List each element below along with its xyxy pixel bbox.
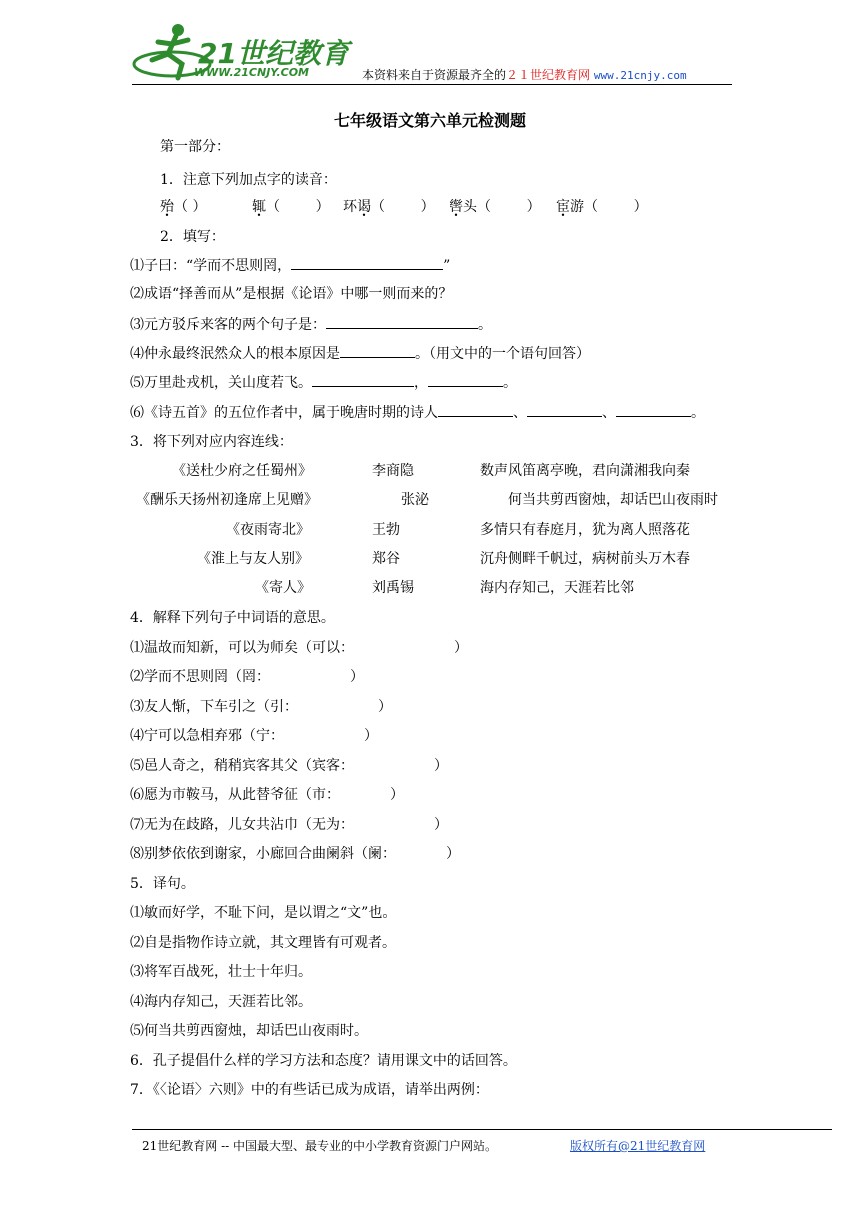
q5-item: ⑶将军百战死，壮士十年归。 — [130, 964, 312, 980]
q1-item: 殆（ ） — [160, 199, 207, 215]
q3-heading: 3．将下列对应内容连线： — [130, 434, 293, 450]
q4-item: ⑺无为在歧路，儿女共沾巾（无为： ） — [130, 817, 448, 833]
answer-blank[interactable] — [340, 343, 415, 358]
q5-item: ⑷海内存知己，天涯若比邻。 — [130, 994, 312, 1010]
poem-author: 郑谷 — [372, 551, 400, 567]
q5-item: ⑴敏而好学，不耻下问，是以谓之“文”也。 — [130, 905, 397, 921]
answer-blank[interactable] — [438, 402, 513, 417]
q4-item: ⑶友人惭，下车引之（引： ） — [130, 699, 392, 715]
footer-divider — [132, 1129, 832, 1130]
q1-item: 辔头（ ） — [449, 199, 541, 215]
answer-blank[interactable] — [312, 372, 414, 387]
site-logo — [132, 20, 349, 86]
header-divider — [132, 84, 732, 85]
q6-text: 6．孔子提倡什么样的学习方法和态度？请用课文中的话回答。 — [130, 1053, 517, 1069]
q1-heading: 1．注意下列加点字的读音： — [160, 172, 337, 188]
poem-title: 《酬乐天扬州初逢席上见赠》 — [136, 492, 318, 508]
poem-title: 《送杜少府之任蜀州》 — [172, 463, 312, 479]
q1-item: 宦游（ ） — [556, 199, 648, 215]
q4-item: ⑷宁可以急相弃邪（宁： ） — [130, 728, 378, 744]
answer-blank[interactable] — [291, 255, 443, 270]
q2-line-5: ⑸万里赴戎机，关山度若飞。 ， 。 — [130, 372, 517, 393]
q4-item: ⑸邑人奇之，稍稍宾客其父（宾客： ） — [130, 758, 448, 774]
poem-line: 沉舟侧畔千帆过，病树前头万木春 — [480, 551, 690, 567]
poem-line: 海内存知己，天涯若比邻 — [480, 580, 634, 596]
source-prefix: 本资料来自于资源最齐全的 — [362, 68, 507, 82]
poem-line: 何当共剪西窗烛，却话巴山夜雨时 — [508, 492, 718, 508]
source-url[interactable]: www.21cnjy.com — [593, 69, 687, 82]
q2-line-4: ⑷仲永最终泯然众人的根本原因是 。（用文中的一个语句回答） — [130, 343, 590, 364]
poem-author: 刘禹锡 — [372, 580, 414, 596]
copyright-link[interactable]: 版权所有@21世纪教育网 — [570, 1139, 706, 1153]
q2-line-1: ⑴子曰：“学而不思则罔， ” — [130, 255, 450, 276]
poem-line: 数声风笛离亭晚，君向潇湘我向秦 — [480, 463, 690, 479]
page-title: 七年级语文第六单元检测题 — [333, 111, 526, 130]
poem-author: 李商隐 — [372, 463, 414, 479]
footer-text: 21世纪教育网 -- 中国最大型、最专业的中小学教育资源门户网站。 — [142, 1139, 498, 1153]
q2-heading: 2．填写： — [160, 229, 225, 245]
q4-item: ⑵学而不思则罔（罔： ） — [130, 669, 364, 685]
answer-blank[interactable] — [616, 402, 691, 417]
q2-line-6: ⑹《诗五首》的五位作者中，属于晚唐时期的诗人 、 、 。 — [130, 402, 705, 423]
q5-heading: 5．译句。 — [130, 876, 195, 892]
header-source — [362, 66, 687, 83]
q4-item: ⑹愿为市鞍马，从此替爷征（市： ） — [130, 787, 404, 803]
q4-heading: 4．解释下列句子中词语的意思。 — [130, 610, 335, 626]
q7-text: 7．《〈论语〉六则》中的有些话已成为成语，请举出两例： — [130, 1082, 489, 1098]
q5-item: ⑵自是指物作诗立就，其文理皆有可观者。 — [130, 935, 396, 951]
answer-blank[interactable] — [428, 372, 503, 387]
source-brand[interactable]: ２１世纪教育网 — [506, 68, 591, 82]
part-label: 第一部分： — [160, 139, 230, 155]
q2-line-2: ⑵成语“择善而从”是根据《论语》中哪一则而来的？ — [130, 286, 453, 302]
q4-item: ⑻别梦依依到谢家，小廊回合曲阑斜（阑： ） — [130, 846, 460, 862]
poem-author: 张泌 — [401, 492, 429, 508]
q5-item: ⑸何当共剪西窗烛，却话巴山夜雨时。 — [130, 1023, 368, 1039]
q4-item: ⑴温故而知新，可以为师矣（可以： ） — [130, 640, 468, 656]
poem-title: 《淮上与友人别》 — [197, 551, 309, 567]
poem-title: 《夜雨寄北》 — [226, 522, 310, 538]
logo-url: WWW.21CNJY.COM — [194, 66, 309, 79]
answer-blank[interactable] — [527, 402, 602, 417]
logo-text: 21世纪教育 — [198, 37, 349, 70]
q2-line-3: ⑶元方驳斥来客的两个句子是： 。 — [130, 314, 492, 335]
poem-line: 多情只有春庭月，犹为离人照落花 — [480, 522, 690, 538]
answer-blank[interactable] — [326, 314, 478, 329]
q1-item: 环谒（ ） — [343, 199, 435, 215]
q1-item: 辄（ ） — [252, 199, 330, 215]
poem-author: 王勃 — [372, 522, 400, 538]
poem-title: 《寄人》 — [255, 580, 311, 596]
